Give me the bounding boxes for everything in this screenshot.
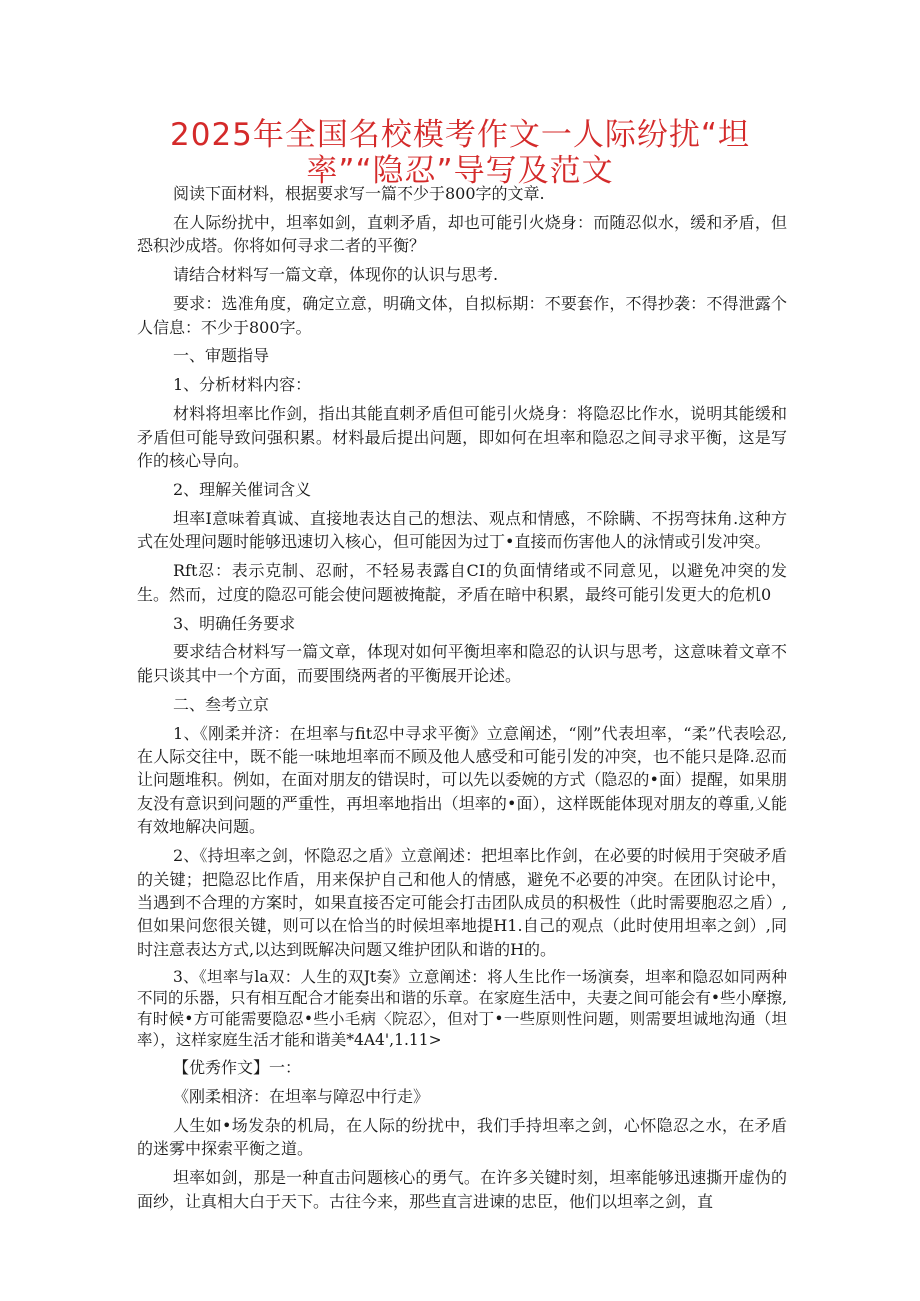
paragraph-keyword-frankness: 坦率I意味着真诚、直接地表达自己的想法、观点和情感，不除瞒、不拐弯抹角.这种方式在处理问题时能够迅速切入核心，但可能因为过丁•直接而伤害他人的泳情或引发冲突。 (137, 508, 787, 552)
paragraph-keyword-forbearance: Rft忍：表示克制、忍耐，不轻易表露自CI的负面情绪或不同意见，以避免冲突的发生。然而，过度的隐忍可能会使问题被掩靛，矛盾在暗中积累，最终可能引发更大的危机0 (137, 561, 787, 604)
subheading-material-content: 1、分析材料内容： (173, 375, 312, 395)
paragraph-material-analysis: 材料将坦率比作剑，指出其能直刺矛盾但可能引火烧身：将隐忍比作水，说明其能缓和矛盾但可能导致问强积累。材料最后提出问题，即如何在坦率和隐忍之间寻求平衡，这是写作的核心导向。 (137, 404, 787, 471)
paragraph-prompt-intro: 阅读下面材料，根据要求写一篇不少于800字的文章. (173, 184, 545, 203)
sample-essay-title: 《刚柔相济：在坦率与障忍中行走》 (173, 1087, 430, 1107)
document-title-line2: 率”“隐忍”导写及范文 (306, 153, 614, 189)
section-heading-sample-essay: 【优秀作文】一： (173, 1058, 302, 1078)
subheading-task-requirements: 3、明确任务要求 (173, 613, 296, 633)
paragraph-task-requirements: 要求结合材料写一篇文章，体现对如何平衡坦率和隐忍的认识与思考，这意味着文章不能只谈其中一个方面，而要围绕两者的平衡展开论述。 (137, 642, 787, 685)
paragraph-idea-3: 3、《坦率与la双：人生的双Jt奏》立意阐述：将人生比作一场演奏，坦率和隐忍如同两种不同的乐器，只有相互配合才能奏出和谐的乐章。在家庭生活中，夫妻之间可能会有•些小摩擦,有时候•方可能需要隐忍•些小毛病〈院忍〉，但对丁•一些原则性问题，则需要坦诚地沟通（坦率），这样家庭生活才能和谐美*4A4',1.11> (137, 967, 787, 1049)
subheading-keywords: 2、理解关催词含义 (173, 479, 312, 499)
paragraph-requirements: 要求：选准角度，确定立意，明确文体，自拟标期：不要套作，不得抄袭：不得泄露个人信息：不少于800字。 (137, 294, 787, 337)
section-heading-analysis: 一、审题指导 (173, 346, 270, 366)
section-heading-ideas: 二、叁考立京 (173, 694, 270, 714)
paragraph-idea-1: 1、《刚柔并济：在坦率与fit忍中寻求平衡》立意阐述，“刚”代表坦率，“柔”代表哙忍,在人际交往中，既不能一味地坦率而不顾及他人感受和可能引发的冲突，也不能只是降.忍而让问题堆积。例如，在面对朋友的错误时，可以先以委婉的方式（隐忍的•面）提醒，如果朋友没有意识到问题的严重性，再坦率地指出（坦率的•面），这样既能体现对朋友的尊重,乂能有效地解决问题。 (137, 723, 787, 837)
document-body (137, 182, 787, 1219)
sample-essay-paragraph-1: 人生如•场发杂的机局，在人际的纷扰中，我们手持坦率之剑，心怀隐忍之水，在矛盾的迷雾中探索平衡之道。 (137, 1116, 787, 1159)
document-title-line1: 2025年全国名校模考作文一人际纷扰“坦 (170, 117, 750, 153)
paragraph-material: 在人际纷扰中，坦率如剑，直刺矛盾，却也可能引火烧身：而随忍似水，缓和矛盾，但恐积沙成塔。你将如何寻求二者的平衡？ (137, 212, 787, 256)
paragraph-idea-2: 2、《持坦率之剑，怀隐忍之盾》立意阐述：把坦率比作剑，在必要的时候用于突破矛盾的关键；把隐忍比作盾，用来保护自己和他人的情感，避免不必要的冲突。在团队讨论中，当遇到不合理的方案时，如果直接否定可能会打击团队成员的积极性（此时需要胞忍之盾）,但如果问您很关键，则可以在恰当的时候坦率地提H1.自己的观点（此时使用坦率之剑）,同时注意表达方式,以达到既解决问题又维护团队和谐的H的。 (137, 846, 787, 959)
paragraph-task: 请结合材料写一篇文章，体现你的认识与思考. (173, 265, 499, 285)
sample-essay-paragraph-2: 坦率如剑，那是一种直击问题核心的勇气。在许多关键时刻，坦率能够迅速撕开虚伪的面纱，让真相大白于天下。古往今来，那些直言进谏的忠臣，他们以坦率之剑，直 (137, 1168, 787, 1211)
